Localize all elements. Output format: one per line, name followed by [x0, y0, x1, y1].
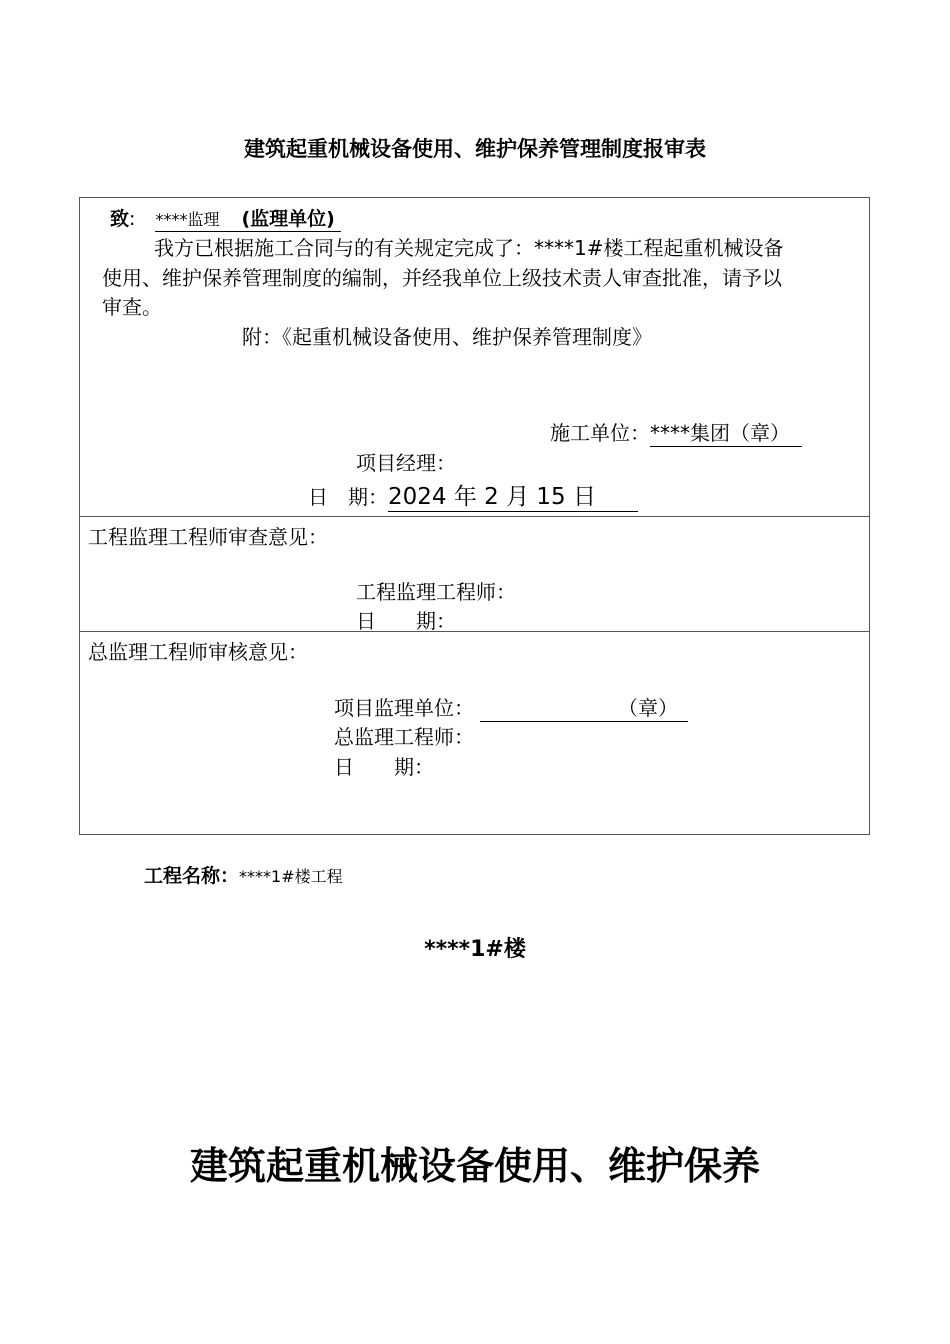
- pm-label: 项目经理：: [356, 451, 456, 475]
- divider-2: [80, 631, 869, 632]
- attachment-line: 附：《起重机械设备使用、维护保养管理制度》: [242, 325, 652, 349]
- to-value: ****监理: [155, 210, 220, 229]
- section3-chief: 总监理工程师：: [334, 725, 474, 749]
- contractor-line: [550, 417, 802, 447]
- body-line-1: 我方已根据施工合同与的有关规定完成了：****1#楼工程起重机械设备: [154, 236, 784, 260]
- divider-1: [80, 516, 869, 517]
- project-name-line: [144, 861, 343, 888]
- contractor-label: 施工单位：: [550, 421, 650, 445]
- date-label: 日 期：: [308, 485, 388, 509]
- to-recipient: [155, 204, 340, 232]
- date-value: 2024 年 2 月 15 日: [388, 478, 638, 512]
- section2-title: 工程监理工程师审查意见：: [88, 525, 328, 549]
- section3-unit-line: [334, 692, 688, 722]
- section2-engineer: 工程监理工程师：: [356, 580, 516, 604]
- contractor-value: ****集团（章）: [650, 417, 802, 447]
- date-line: [308, 478, 638, 512]
- section3-title: 总监理工程师审核意见：: [88, 640, 308, 664]
- project-name-value: ****1#楼工程: [239, 867, 343, 886]
- section3-unit-seal: （章）: [480, 692, 688, 722]
- section2-date: 日 期：: [356, 609, 456, 633]
- to-line: [110, 204, 341, 232]
- to-label: 致: [110, 208, 130, 230]
- building-title: ****1#楼: [424, 937, 526, 962]
- section3-date: 日 期：: [334, 755, 434, 779]
- cover-title: 建筑起重机械设备使用、维护保养: [189, 1144, 760, 1188]
- section3-unit-label: 项目监理单位：: [334, 696, 474, 720]
- form-title: 建筑起重机械设备使用、维护保养管理制度报审表: [244, 137, 706, 161]
- body-line-3: 审查。: [102, 295, 162, 319]
- approval-form: [79, 197, 870, 835]
- project-name-label: 工程名称：: [144, 865, 240, 887]
- to-unit: (监理单位): [241, 208, 335, 230]
- to-colon: :: [129, 208, 136, 230]
- body-line-2: 使用、维护保养管理制度的编制，并经我单位上级技术责人审查批准，请予以: [102, 266, 782, 290]
